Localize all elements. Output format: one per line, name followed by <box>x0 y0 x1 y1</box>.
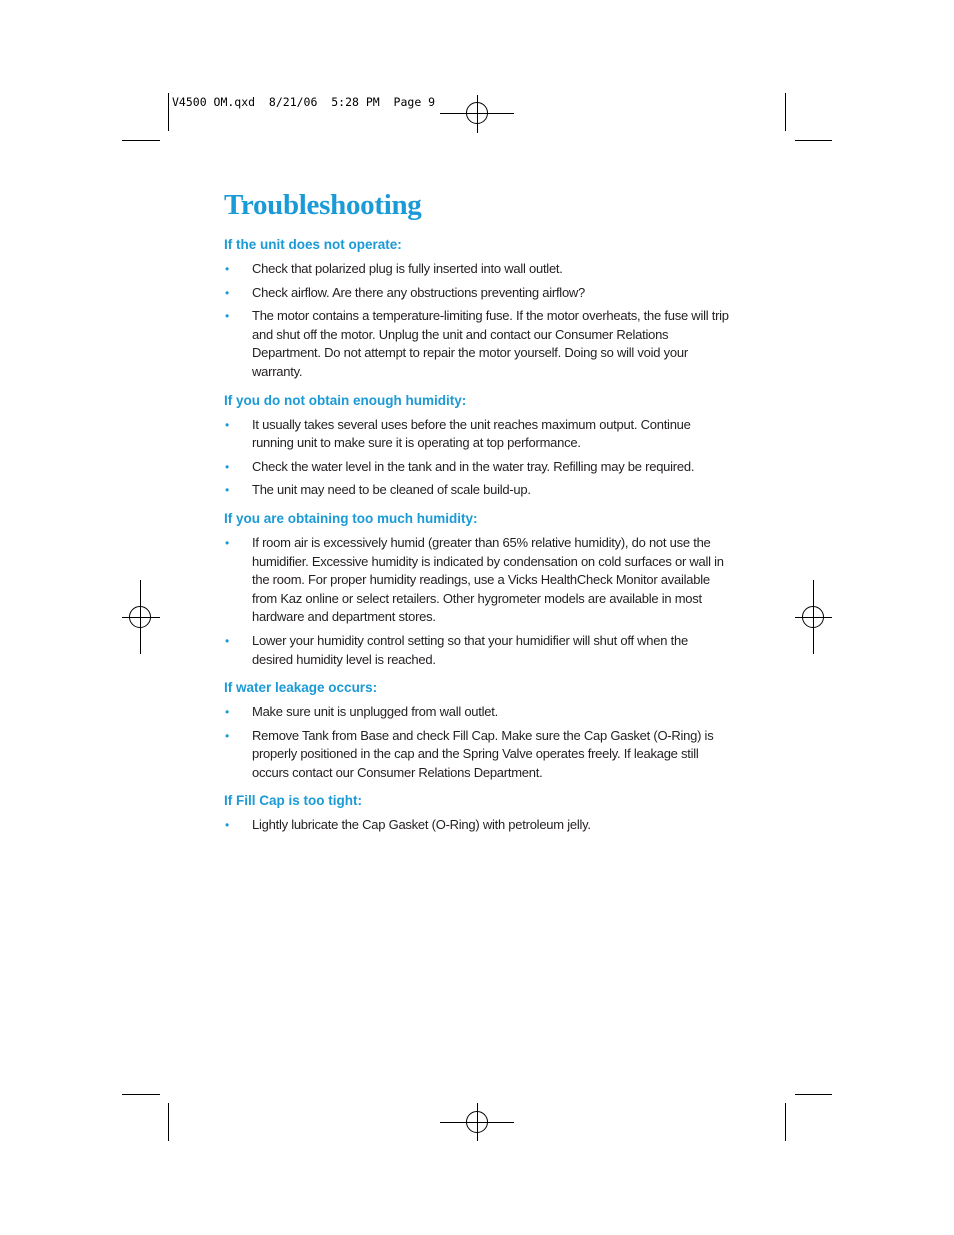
list-item <box>224 307 730 381</box>
bullet-icon: • <box>225 262 229 276</box>
crop-mark <box>795 1094 832 1095</box>
bullet-icon: • <box>225 818 229 833</box>
troubleshooting-content <box>224 236 730 845</box>
crop-mark <box>785 93 786 131</box>
crop-mark <box>168 1103 169 1141</box>
page-title: Troubleshooting <box>224 189 422 221</box>
section <box>224 510 730 669</box>
crop-mark <box>122 140 160 141</box>
list-item <box>224 534 730 627</box>
list-item-text: Check airflow. Are there any obstructions preventing airflow? <box>252 284 586 300</box>
bullet-icon: • <box>225 285 229 300</box>
section-heading: If you are obtaining too much humidity: <box>224 510 478 526</box>
bullet-list <box>224 260 730 382</box>
crop-mark <box>795 140 832 141</box>
printer-slug: V4500 OM.qxd 8/21/06 5:28 PM Page 9 <box>172 95 436 109</box>
list-item-text: If room air is excessively humid (greater than 65% relative humidity), do not use the humidifier. Excessive humidity is indicated by condensation on cold surfaces or wall in the room. For proper humidity readings, use a Vicks HealthCheck Monitor available from Kaz online or select retailers. Other hygrometer models are available in most hardware and department stores. <box>252 534 724 625</box>
section <box>224 792 730 835</box>
list-item <box>224 481 730 500</box>
list-item-text: The motor contains a temperature-limiting fuse. If the motor overheats, the fuse will trip and shut off the motor. Unplug the unit and contact our Consumer Relations Department. Do not attempt to repair the motor yourself. Doing so will void your warranty. <box>252 308 729 379</box>
bullet-list <box>224 534 730 669</box>
list-item <box>224 416 730 453</box>
list-item-text: Remove Tank from Base and check Fill Cap. Make sure the Cap Gasket (O-Ring) is properly positioned in the cap and the Spring Valve operates freely. If leakage still occurs contact our Consumer Relations Department. <box>252 727 714 780</box>
bullet-list <box>224 703 730 782</box>
list-item-text: It usually takes several uses before the unit reaches maximum output. Continue running unit to make sure it is operating at top performance. <box>252 416 691 451</box>
list-item-text: Lower your humidity control setting so that your humidifier will shut off when the desired humidity level is reached. <box>252 632 688 667</box>
section-heading: If Fill Cap is too tight: <box>224 793 362 809</box>
bullet-list <box>224 816 730 835</box>
list-item <box>224 284 730 303</box>
section <box>224 236 730 382</box>
crop-mark <box>785 1103 786 1141</box>
list-item-text: Lightly lubricate the Cap Gasket (O-Ring) with petroleum jelly. <box>252 817 591 833</box>
list-item-text: Check the water level in the tank and in the water tray. Refilling may be required. <box>252 458 695 474</box>
list-item <box>224 816 730 835</box>
section <box>224 392 730 500</box>
list-item <box>224 703 730 722</box>
list-item <box>224 632 730 669</box>
bullet-icon: • <box>225 535 229 550</box>
section-heading: If you do not obtain enough humidity: <box>224 392 467 408</box>
list-item <box>224 458 730 477</box>
section-heading: If water leakage occurs: <box>224 680 378 696</box>
bullet-icon: • <box>225 633 229 648</box>
crop-mark <box>122 1094 160 1095</box>
crop-mark <box>168 93 169 131</box>
list-item-text: The unit may need to be cleaned of scale build-up. <box>252 482 531 498</box>
bullet-icon: • <box>225 417 229 432</box>
list-item <box>224 727 730 783</box>
bullet-icon: • <box>225 728 229 743</box>
list-item-text: Make sure unit is unplugged from wall outlet. <box>252 704 498 720</box>
bullet-list <box>224 416 730 500</box>
list-item <box>224 260 730 279</box>
bullet-icon: • <box>225 459 229 474</box>
list-item-text: Check that polarized plug is fully inserted into wall outlet. <box>252 261 563 276</box>
bullet-icon: • <box>225 309 229 324</box>
section <box>224 679 730 782</box>
bullet-icon: • <box>225 483 229 498</box>
section-heading: If the unit does not operate: <box>224 237 402 252</box>
bullet-icon: • <box>225 705 229 720</box>
